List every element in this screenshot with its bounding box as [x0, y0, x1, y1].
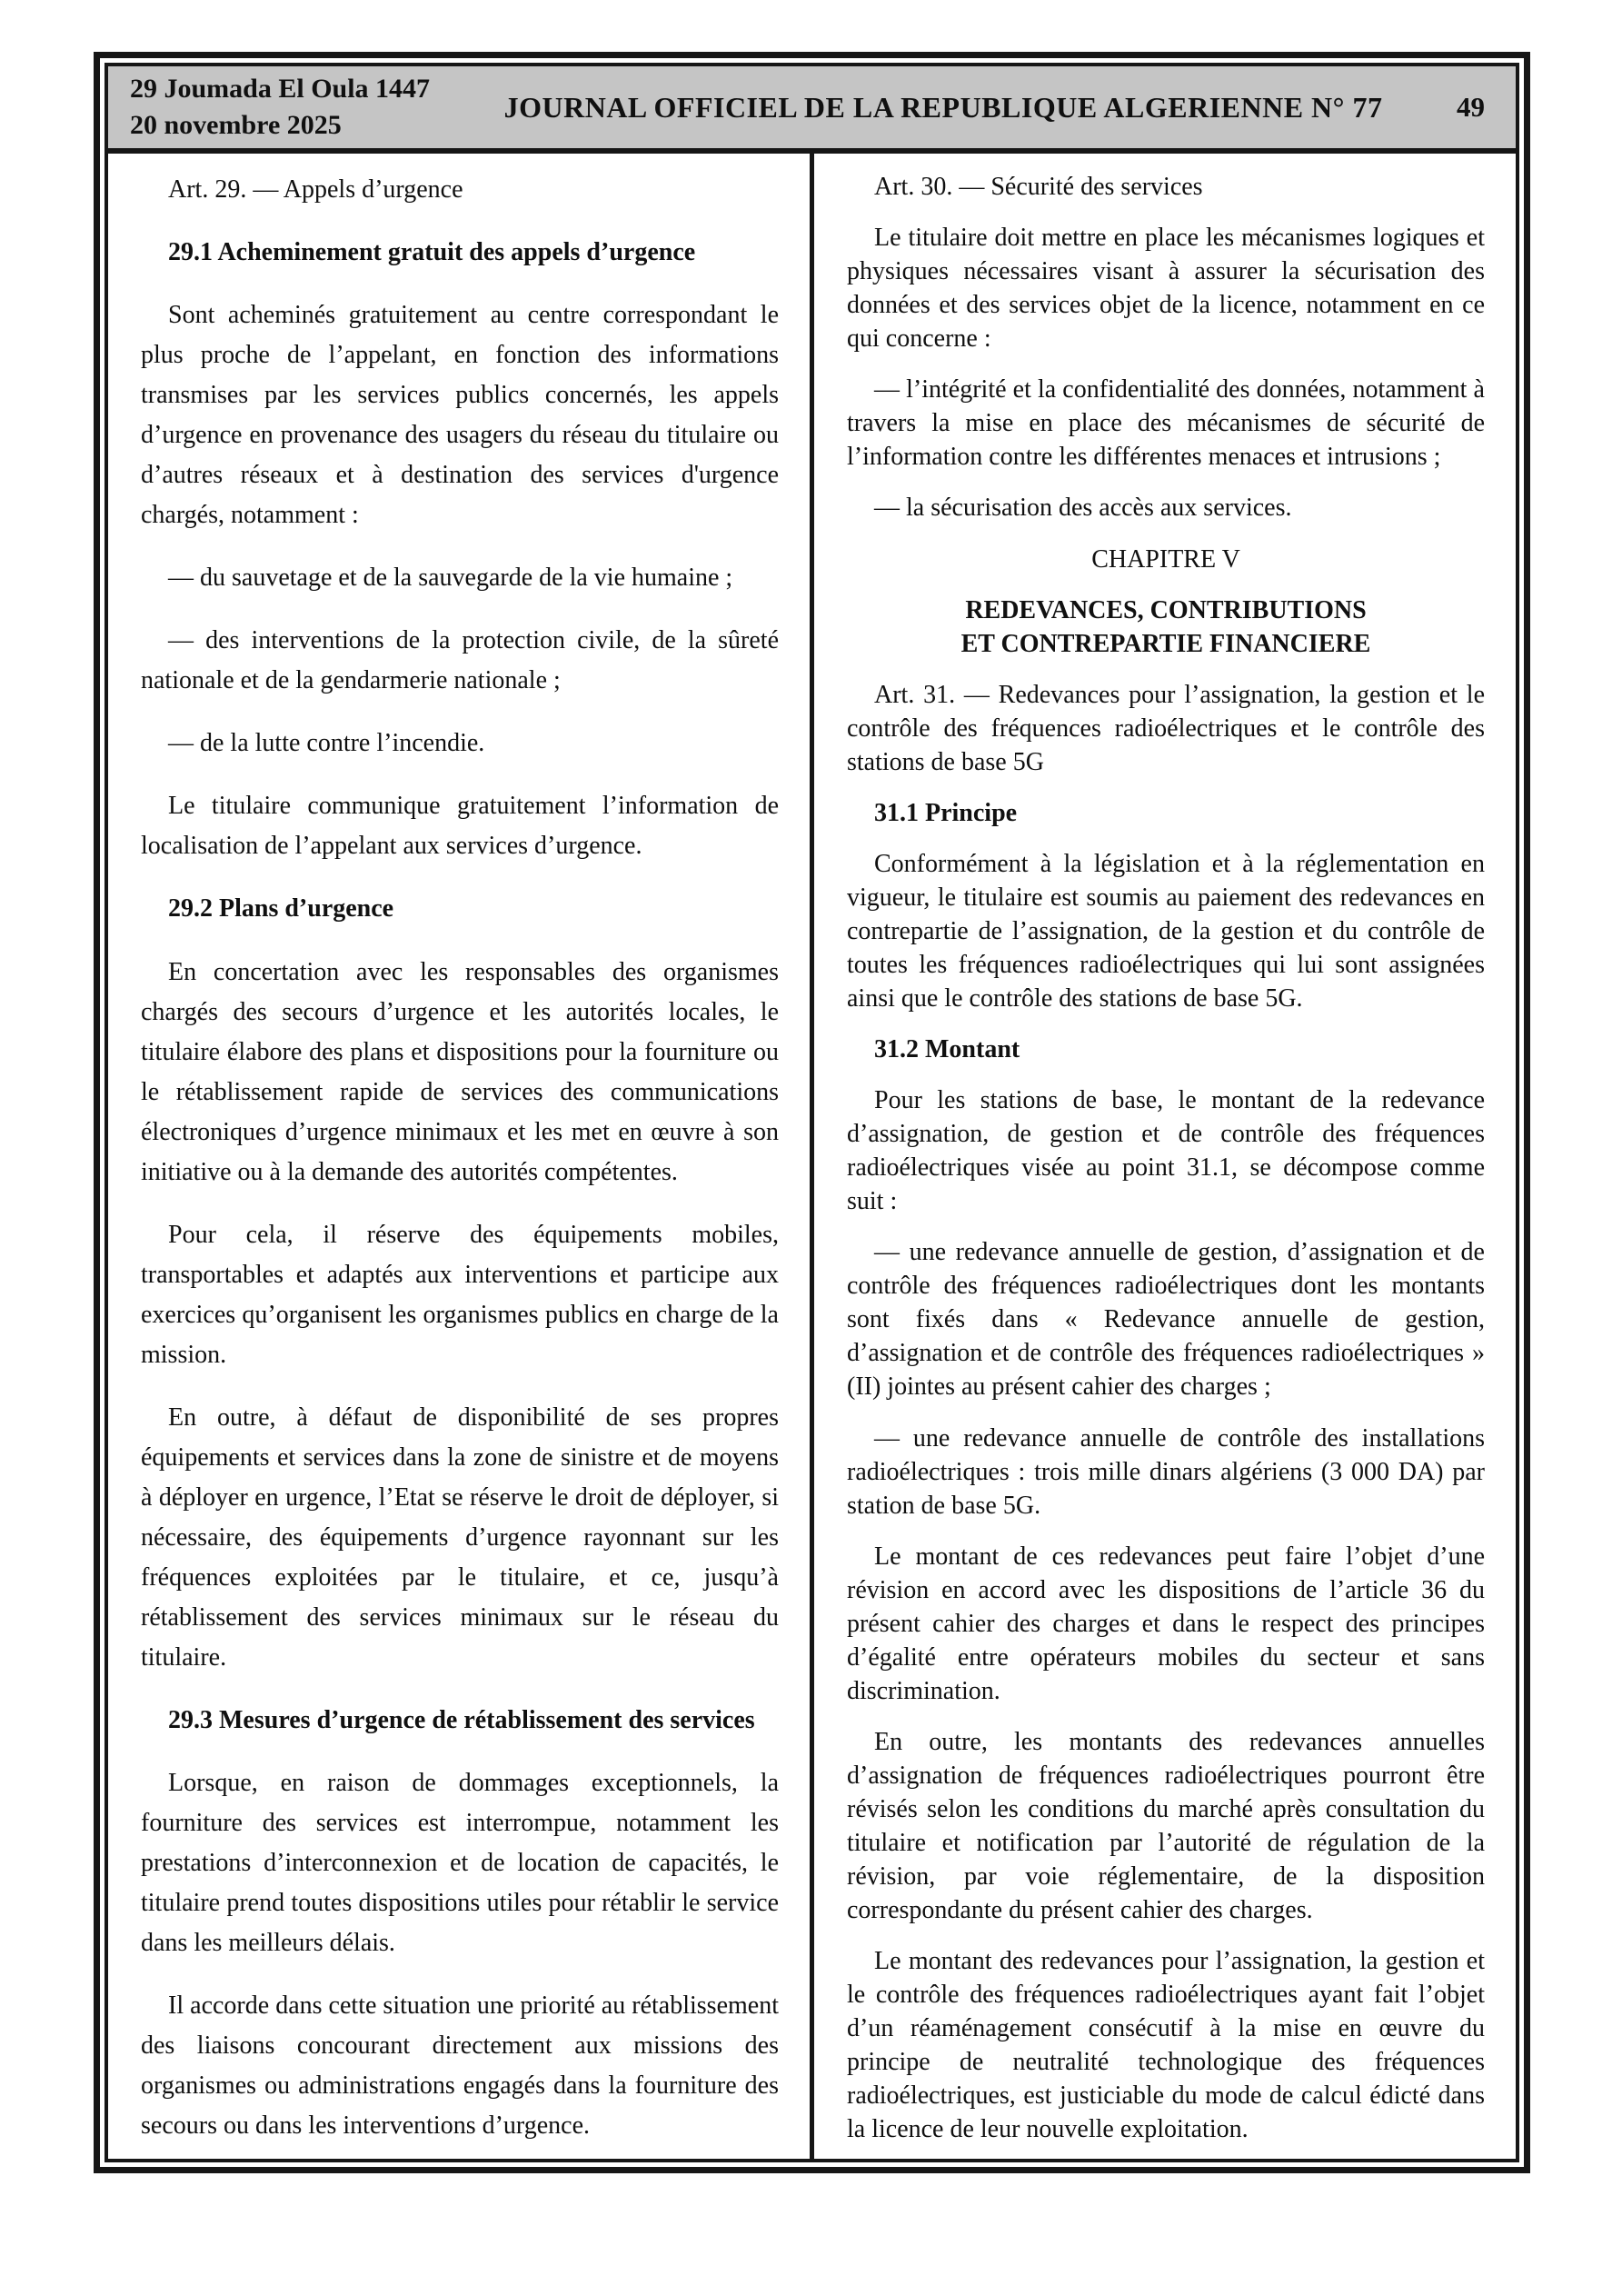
header-dates	[108, 71, 430, 144]
article-title: Art. 29. — Appels d’urgence	[168, 175, 463, 204]
paragraph: Lorsque, en raison de dommages exceptionnels, la fourniture des services est interrompue, notamment les prestations d’interconnexion et de location de capacités, le titulaire prend toutes dispositions utiles pour rétablir le service dans les meilleurs délais.	[141, 1768, 779, 1957]
paragraph: Conformément à la législation et à la réglementation en vigueur, le titulaire est soumis au paiement des redevances en contrepartie de l’assignation, de la gestion et du contrôle de toutes les fréquences radioélectriques qui lui sont assignées ainsi que le contrôle des stations de base 5G.	[847, 850, 1485, 1013]
section-heading: 29.3 Mesures d’urgence de rétablissement des services	[168, 1705, 755, 1734]
paragraph: En outre, à défaut de disponibilité de ses propres équipements et services dans la zone de sinistre et de moyens à déployer en urgence, l’Etat se réserve le droit de déployer, si nécessaire, des équipements d’urgence rayonnant sur les fréquences exploitées par le titulaire, et ce, jusqu’à rétablissement des services minimaux sur le réseau du titulaire.	[141, 1403, 779, 1672]
paragraph: — du sauvetage et de la sauvegarde de la vie humaine ;	[168, 564, 733, 593]
page-header	[108, 66, 1516, 154]
paragraph: En concertation avec les responsables des organismes chargés des secours d’urgence et les autorités locales, le titulaire élabore des plans et dispositions pour la fourniture ou le rétablissement rapide de services des communications électroniques d’urgence minimaux et les met en œuvre à son initiative ou à la demande des autorités compétentes.	[141, 957, 779, 1186]
paragraph: — la sécurisation des accès aux services.	[874, 494, 1292, 523]
paragraph: Le titulaire doit mettre en place les mécanismes logiques et physiques nécessaires visant à assurer la sécurisation des données et des services objet de la licence, notamment en ce qui concerne :	[847, 224, 1485, 354]
section-heading: 31.2 Montant	[874, 1035, 1020, 1064]
paragraph: Sont acheminés gratuitement au centre correspondant le plus proche de l’appelant, en fonction des informations transmises par les services publics concernés, les appels d’urgence en provenance des usagers du réseau du titulaire ou d’autres réseaux et à destination des services d'urgence chargés, notamment :	[141, 301, 779, 530]
section-heading: 29.2 Plans d’urgence	[168, 894, 394, 923]
paragraph: — l’intégrité et la confidentialité des données, notamment à travers la mise en place des mécanismes de sécurité de l’information contre les différentes menaces et intrusions ;	[847, 375, 1485, 472]
paragraph: Le montant de ces redevances peut faire l’objet d’une révision en accord avec les dispositions de l’article 36 du présent cahier des charges et dans le respect des principes d’égalité entre opérateurs mobiles du secteur et sans discrimination.	[847, 1542, 1485, 1705]
paragraph: Pour les stations de base, le montant de la redevance d’assignation, de gestion et de contrôle des fréquences radioélectriques visée au point 31.1, se décompose comme suit :	[847, 1086, 1485, 1216]
paragraph: — une redevance annuelle de gestion, d’assignation et de contrôle des fréquences radioélectriques dont les montants sont fixés dans « Redevance annuelle de gestion, d’assignation et de contrôle des fréquences radioélectriques » (II) jointes au présent cahier des charges ;	[847, 1238, 1485, 1402]
page-frame	[94, 52, 1530, 2173]
paragraph: Art. 31. — Redevances pour l’assignation, la gestion et le contrôle des fréquences radioélectriques et le contrôle des stations de base 5G	[847, 680, 1485, 776]
paragraph: — de la lutte contre l’incendie.	[168, 729, 485, 758]
page-number: 49	[1457, 91, 1485, 123]
paragraph: — des interventions de la protection civile, de la sûreté nationale et de la gendarmerie nationale ;	[141, 626, 779, 695]
paragraph: Le montant des redevances pour l’assignation, la gestion et le contrôle des fréquences radioélectriques ayant fait l’objet d’un réaménagement consécutif à la mise en œuvre du principe de neutralité technologique des fréquences radioélectriques, est justiciable du mode de calcul édicté dans la licence de leur nouvelle exploitation.	[847, 1946, 1485, 2143]
chapter-title: REDEVANCES, CONTRIBUTIONS ET CONTREPARTIE FINANCIERE	[960, 595, 1371, 658]
paragraph: Le titulaire communique gratuitement l’information de localisation de l’appelant aux services d’urgence.	[141, 792, 779, 861]
paragraph: — une redevance annuelle de contrôle des installations radioélectriques : trois mille dinars algériens (3 000 DA) par station de base 5G.	[847, 1423, 1485, 1520]
page-body	[108, 154, 1516, 2159]
page-inner-frame	[104, 63, 1519, 2162]
paragraph: Pour cela, il réserve des équipements mobiles, transportables et adaptés aux interventions et participe aux exercices qu’organisent les organismes publics en charge de la mission.	[141, 1220, 779, 1369]
hijri-date: 29 Joumada El Oula 1447	[130, 74, 431, 104]
paragraph: Il accorde dans cette situation une priorité au rétablissement des liaisons concourant directement aux missions des organismes ou administrations engagés dans la fourniture des secours ou dans les interventions d’urgence.	[141, 1991, 779, 2140]
gregorian-date: 20 novembre 2025	[130, 110, 342, 140]
journal-title: JOURNAL OFFICIEL DE LA REPUBLIQUE ALGERIENNE N° 77	[503, 90, 1383, 124]
chapter-number: CHAPITRE V	[1091, 544, 1240, 574]
article-title: Art. 30. — Sécurité des services	[874, 173, 1203, 201]
left-column	[108, 154, 810, 2159]
paragraph: En outre, les montants des redevances annuelles d’assignation de fréquences radioélectriques pourront être révisés selon les conditions du marché après consultation du titulaire et notification par l’autorité de régulation de la révision, par voie réglementaire, de la disposition correspondante du présent cahier des charges.	[847, 1727, 1485, 1924]
section-heading: 29.1 Acheminement gratuit des appels d’urgence	[168, 238, 696, 267]
right-column	[814, 154, 1516, 2159]
section-heading: 31.1 Principe	[874, 798, 1018, 827]
